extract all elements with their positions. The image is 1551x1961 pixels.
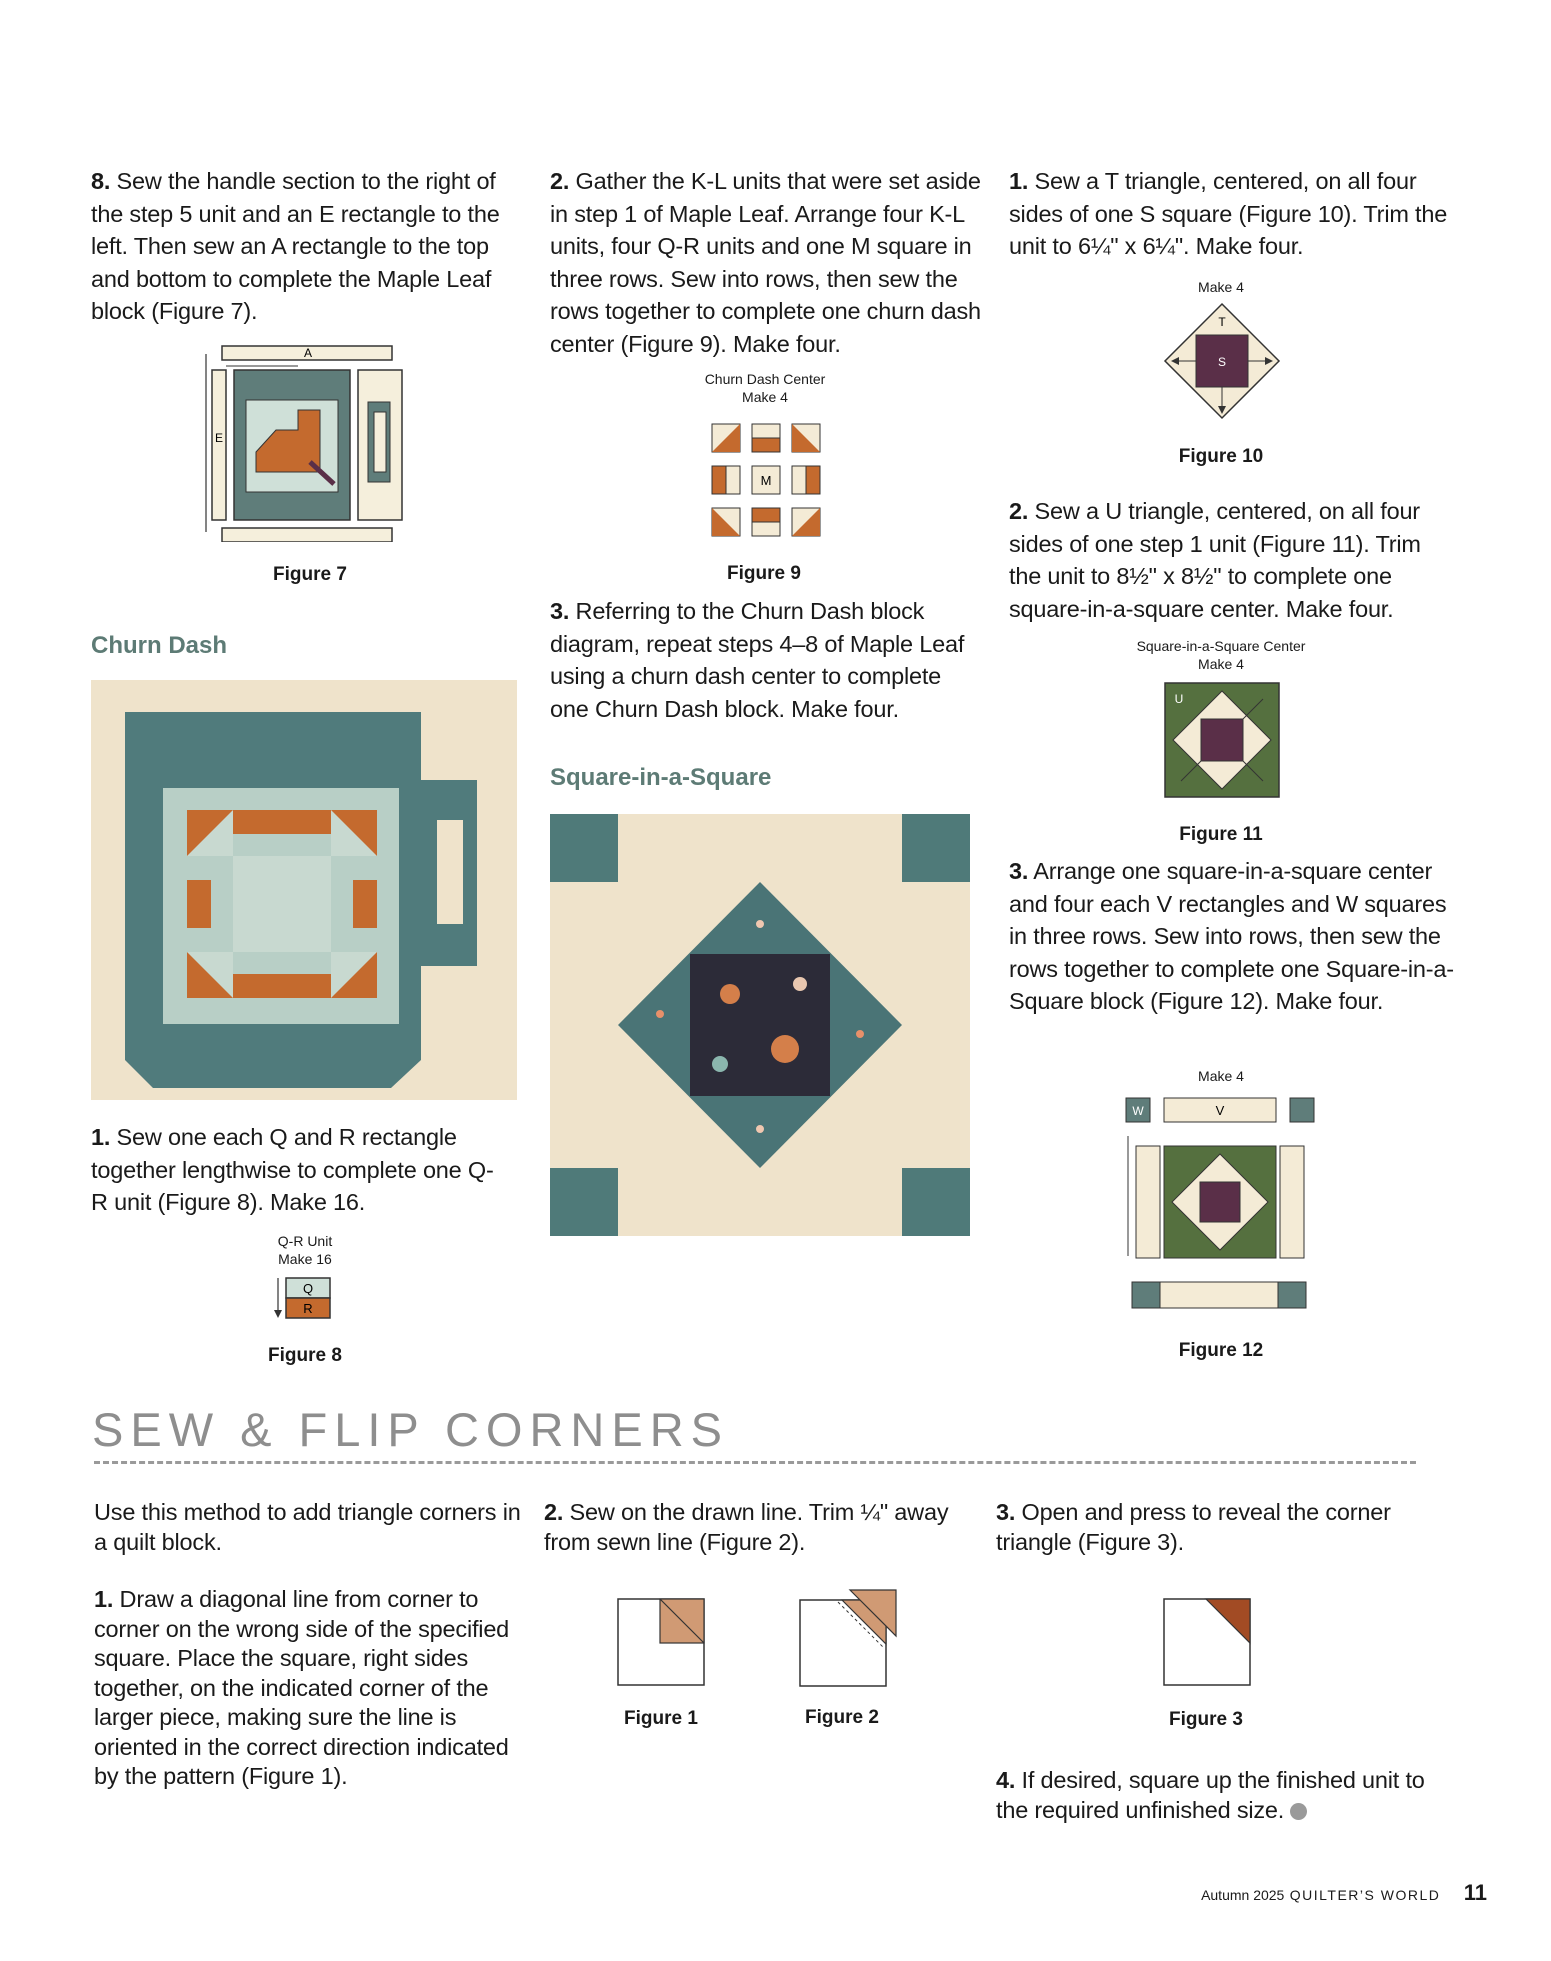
step-text: Sew one each Q and R rectangle together lengthwise to complete one Q-R unit (Figure 8). Make 16. <box>91 1124 494 1215</box>
figure8-make: Make 16 <box>278 1251 332 1267</box>
sew-flip-step3 <box>996 1497 1426 1557</box>
page-footer <box>1201 1880 1487 1906</box>
figure10-caption: Figure 10 <box>1178 446 1264 467</box>
step-text: Sew on the drawn line. Trim ¼" away from sewn line (Figure 2). <box>544 1499 949 1555</box>
step-number: 3. <box>1009 858 1029 884</box>
label-s: S <box>1217 355 1227 369</box>
figure9-title <box>680 370 850 406</box>
label-v: V <box>1215 1103 1225 1118</box>
step-text: Sew a T triangle, centered, on all four sides of one S square (Figure 10). Trim the unit to 6¼" x 6¼". Make four. <box>1009 168 1448 259</box>
figure11-make: Make 4 <box>1198 656 1244 672</box>
col1-step8 <box>91 165 521 328</box>
label-a: A <box>303 346 313 360</box>
end-mark-dot <box>1290 1803 1307 1820</box>
step-text: Sew a U triangle, centered, on all four sides of one step 1 unit (Figure 11). Trim the unit to 8½" x 8½" to complete one square-in-a-square center. Make four. <box>1009 498 1421 622</box>
step-number: 3. <box>996 1499 1016 1525</box>
figure10-make: Make 4 <box>1198 279 1244 295</box>
sew-flip-figure1 <box>616 1597 706 1687</box>
step-number: 1. <box>94 1586 114 1612</box>
figure10-diagram <box>1163 302 1281 420</box>
step-number: 1. <box>1009 168 1029 194</box>
figure8-title <box>245 1232 365 1268</box>
page-number: 11 <box>1463 1880 1487 1905</box>
step-number: 1. <box>91 1124 111 1150</box>
sew-flip-step4 <box>996 1765 1426 1825</box>
figure7-diagram <box>198 342 408 542</box>
sew-flip-figure3 <box>1162 1597 1252 1687</box>
step-text: Gather the K-L units that were set aside in step 1 of Maple Leaf. Arrange four K-L units, four Q-R units and one M square in three rows. Sew into rows, then sew the rows together to complete one churn dash center (Figure 9). Make four. <box>550 168 981 357</box>
square-in-a-square-photo <box>550 814 970 1236</box>
section-divider <box>94 1461 1416 1464</box>
step-text: Arrange one square-in-a-square center and four each V rectangles and W squares in three rows. Sew into rows, then sew the rows together to complete one Square-in-a-Square block (Figure 12). Make four. <box>1009 858 1454 1014</box>
footer-magazine: QUILTER’S WORLD <box>1289 1887 1441 1903</box>
label-q: Q <box>302 1281 314 1296</box>
col2-step2 <box>550 165 990 360</box>
sew-flip-step1 <box>94 1585 524 1792</box>
step-number: 8. <box>91 168 111 194</box>
step-number: 2. <box>544 1499 564 1525</box>
figure7-caption: Figure 7 <box>273 564 347 585</box>
figure9-make: Make 4 <box>742 389 788 405</box>
churn-dash-heading: Churn Dash <box>91 632 228 659</box>
step-number: 3. <box>550 598 570 624</box>
step-text: Open and press to reveal the corner triangle (Figure 3). <box>996 1499 1391 1555</box>
square-in-a-square-heading: Square-in-a-Square <box>550 764 772 791</box>
label-u: U <box>1174 692 1184 706</box>
figure11-caption: Figure 11 <box>1179 824 1263 845</box>
sew-flip-step2 <box>544 1497 974 1557</box>
figure9-caption: Figure 9 <box>727 563 801 584</box>
figure8-diagram <box>274 1274 334 1322</box>
sew-flip-figure2-caption: Figure 2 <box>805 1707 879 1728</box>
churn-dash-mug-photo <box>91 680 517 1100</box>
footer-issue: Autumn 2025 <box>1201 1887 1285 1903</box>
figure9-diagram <box>708 420 824 540</box>
label-t: T <box>1218 315 1226 329</box>
col3-step2 <box>1009 495 1449 625</box>
col3-step3 <box>1009 855 1459 1018</box>
figure12-make: Make 4 <box>1198 1068 1244 1084</box>
col2-step3 <box>550 595 980 725</box>
col3-step1 <box>1009 165 1449 263</box>
label-m: M <box>760 473 772 488</box>
step-number: 2. <box>550 168 570 194</box>
step-text: Draw a diagonal line from corner to corner on the wrong side of the specified square. Place the square, right sides together, on the indicated corner of the larger piece, making sure the line is oriented in the correct direction indicated by the pattern (Figure 1). <box>94 1586 510 1789</box>
step-text: Sew the handle section to the right of the step 5 unit and an E rectangle to the left. Then sew an A rectangle to the top and bottom to complete the Maple Leaf block (Figure 7). <box>91 168 500 324</box>
sew-flip-figure1-caption: Figure 1 <box>624 1708 698 1729</box>
sew-flip-figure3-caption: Figure 3 <box>1169 1709 1243 1730</box>
sew-flip-title: SEW & FLIP CORNERS <box>92 1403 730 1456</box>
step-number: 4. <box>996 1767 1016 1793</box>
figure8-caption: Figure 8 <box>268 1345 342 1366</box>
figure11-title <box>1106 637 1336 673</box>
step-text: If desired, square up the finished unit to the required unfinished size. <box>996 1767 1425 1823</box>
figure8-unit-name: Q-R Unit <box>277 1233 333 1249</box>
label-e: E <box>214 431 224 445</box>
step-number: 2. <box>1009 498 1029 524</box>
figure9-unit-name: Churn Dash Center <box>704 371 826 387</box>
label-w: W <box>1132 1104 1144 1118</box>
figure12-caption: Figure 12 <box>1178 1340 1264 1361</box>
figure11-diagram <box>1163 681 1281 799</box>
figure12-diagram <box>1118 1086 1322 1316</box>
figure11-unit-name: Square-in-a-Square Center <box>1136 638 1306 654</box>
sew-flip-intro: Use this method to add triangle corners in a quilt block. <box>94 1499 521 1555</box>
col1-step1 <box>91 1121 501 1219</box>
label-r: R <box>303 1301 313 1316</box>
step-text: Referring to the Churn Dash block diagram, repeat steps 4–8 of Maple Leaf using a churn dash center to complete one Churn Dash block. Make four. <box>550 598 965 722</box>
sew-flip-figure2 <box>796 1584 900 1688</box>
